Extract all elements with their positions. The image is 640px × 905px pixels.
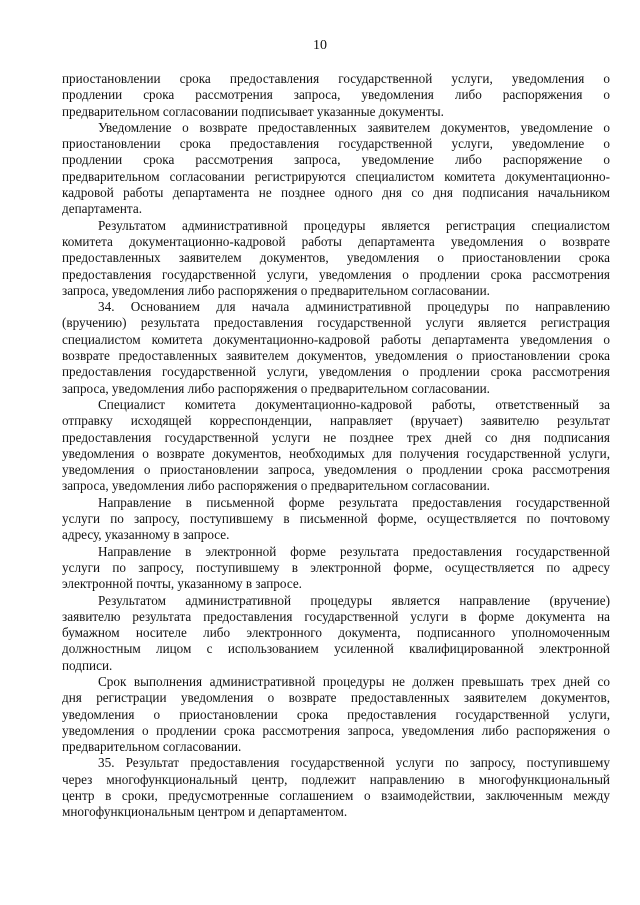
text-line: электронной почты, указанному в запросе. <box>62 576 302 592</box>
text-line: возврате предоставленных заявителем документов, уведомления о приостановлении срока <box>62 348 610 364</box>
text-line: уведомления о приостановлении срока предоставления государственной услуги, <box>62 706 610 722</box>
text-line: запроса, уведомления либо распоряжения о предварительном согласовании. <box>62 478 490 494</box>
text-line: запроса, уведомления либо распоряжения о предварительном согласовании. <box>62 380 490 396</box>
text-line: должностным лицом с использованием усиленной квалифицированной электронной <box>62 641 610 657</box>
paragraph-10 <box>62 755 610 820</box>
text-line: приостановлении срока предоставления государственной услуги, уведомления о <box>62 71 610 86</box>
paragraph-5 <box>62 397 610 495</box>
text-line: Уведомление о возврате предоставленных заявителем документов, уведомление о <box>98 119 610 135</box>
text-line: предоставления государственной услуги, уведомления о продлении срока рассмотрения <box>62 364 610 380</box>
document-body <box>62 71 610 821</box>
text-line: отправку исходящей корреспонденции, направляет (вручает) заявителю результат <box>62 413 610 429</box>
paragraph-6 <box>62 495 610 544</box>
paragraph-3 <box>62 218 610 299</box>
page-number: 10 <box>313 38 327 53</box>
text-line: уведомления о возврате документов, необходимых для получения государственной услуги, <box>62 445 610 461</box>
paragraph-8 <box>62 593 610 674</box>
text-line: (вручению) результата предоставления государственной услуги является регистрация <box>62 315 610 331</box>
text-line: Направление в письменной форме результата предоставления государственной <box>98 494 610 510</box>
text-line: специалистом комитета документационно-кадровой работы департамента уведомления о <box>62 331 610 347</box>
text-line: многофункциональным центром и департаментом. <box>62 804 348 820</box>
text-line: продлении срока рассмотрения запроса, уведомление либо распоряжение о <box>62 152 610 168</box>
text-line: уведомления о приостановлении запроса, уведомления о продлении срока рассмотрения <box>62 462 610 478</box>
text-line: услуги по запросу, поступившему в электронной форме, осуществляется по адресу <box>62 559 610 575</box>
paragraph-7 <box>62 544 610 593</box>
text-line: подписи. <box>62 657 113 673</box>
text-line: кадровой работы департамента не позднее одного дня со дня подписания начальником <box>62 185 610 201</box>
text-line: комитета документационно-кадровой работы департамента уведомления о возврате <box>62 233 610 249</box>
text-line: 35. Результат предоставления государственной услуги по запросу, поступившему <box>98 755 610 771</box>
text-line: заявителю результата предоставления государственной услуги в форме документа на <box>62 608 610 624</box>
text-line: департамента. <box>62 201 143 217</box>
text-line: уведомления о продлении срока рассмотрения запроса, уведомления либо распоряжения о <box>62 722 610 738</box>
text-line: Результатом административной процедуры является регистрация специалистом <box>98 217 610 233</box>
text-line: предварительном согласовании подписывает указанные документы. <box>62 103 444 119</box>
text-line: предоставления государственной услуги не позднее трех дней со дня подписания <box>62 429 610 445</box>
text-line: услуги по запросу, поступившему в письменной форме, осуществляется по почтовому <box>62 511 610 527</box>
text-line: через многофункциональный центр, подлежит направлению в многофункциональный <box>62 771 610 787</box>
paragraph-1 <box>62 71 610 120</box>
text-line: дня регистрации уведомления о возврате предоставленных заявителем документов, <box>62 690 610 706</box>
paragraph-2 <box>62 120 610 218</box>
text-line: предоставления государственной услуги, уведомления о продлении срока рассмотрения <box>62 266 610 282</box>
text-line: предварительном согласовании. <box>62 739 242 755</box>
text-line: Срок выполнения административной процедуры не должен превышать трех дней со <box>98 673 610 689</box>
text-line: запроса, уведомления либо распоряжения о предварительном согласовании. <box>62 282 490 298</box>
paragraph-4 <box>62 299 610 397</box>
text-line: предоставленных заявителем документов, уведомления о приостановлении срока <box>62 250 610 266</box>
text-line: Результатом административной процедуры является направление (вручение) <box>98 592 610 608</box>
text-line: Специалист комитета документационно-кадровой работы, ответственный за <box>98 396 610 412</box>
text-line: адресу, указанному в запросе. <box>62 527 230 543</box>
text-line: центр в сроки, предусмотренные соглашением о взаимодействии, заключенным между <box>62 788 610 804</box>
text-line: предварительном согласовании регистрируются специалистом комитета документационно- <box>62 168 610 184</box>
text-line: бумажном носителе либо электронного документа, подписанного уполномоченным <box>62 625 610 641</box>
text-line: приостановлении срока предоставления государственной услуги, уведомление о <box>62 136 610 152</box>
text-line: 34. Основанием для начала административной процедуры по направлению <box>98 299 610 315</box>
text-line: Направление в электронной форме результата предоставления государственной <box>98 543 610 559</box>
paragraph-9 <box>62 674 610 755</box>
text-line: продлении срока рассмотрения запроса, уведомления либо распоряжения о <box>62 87 610 103</box>
